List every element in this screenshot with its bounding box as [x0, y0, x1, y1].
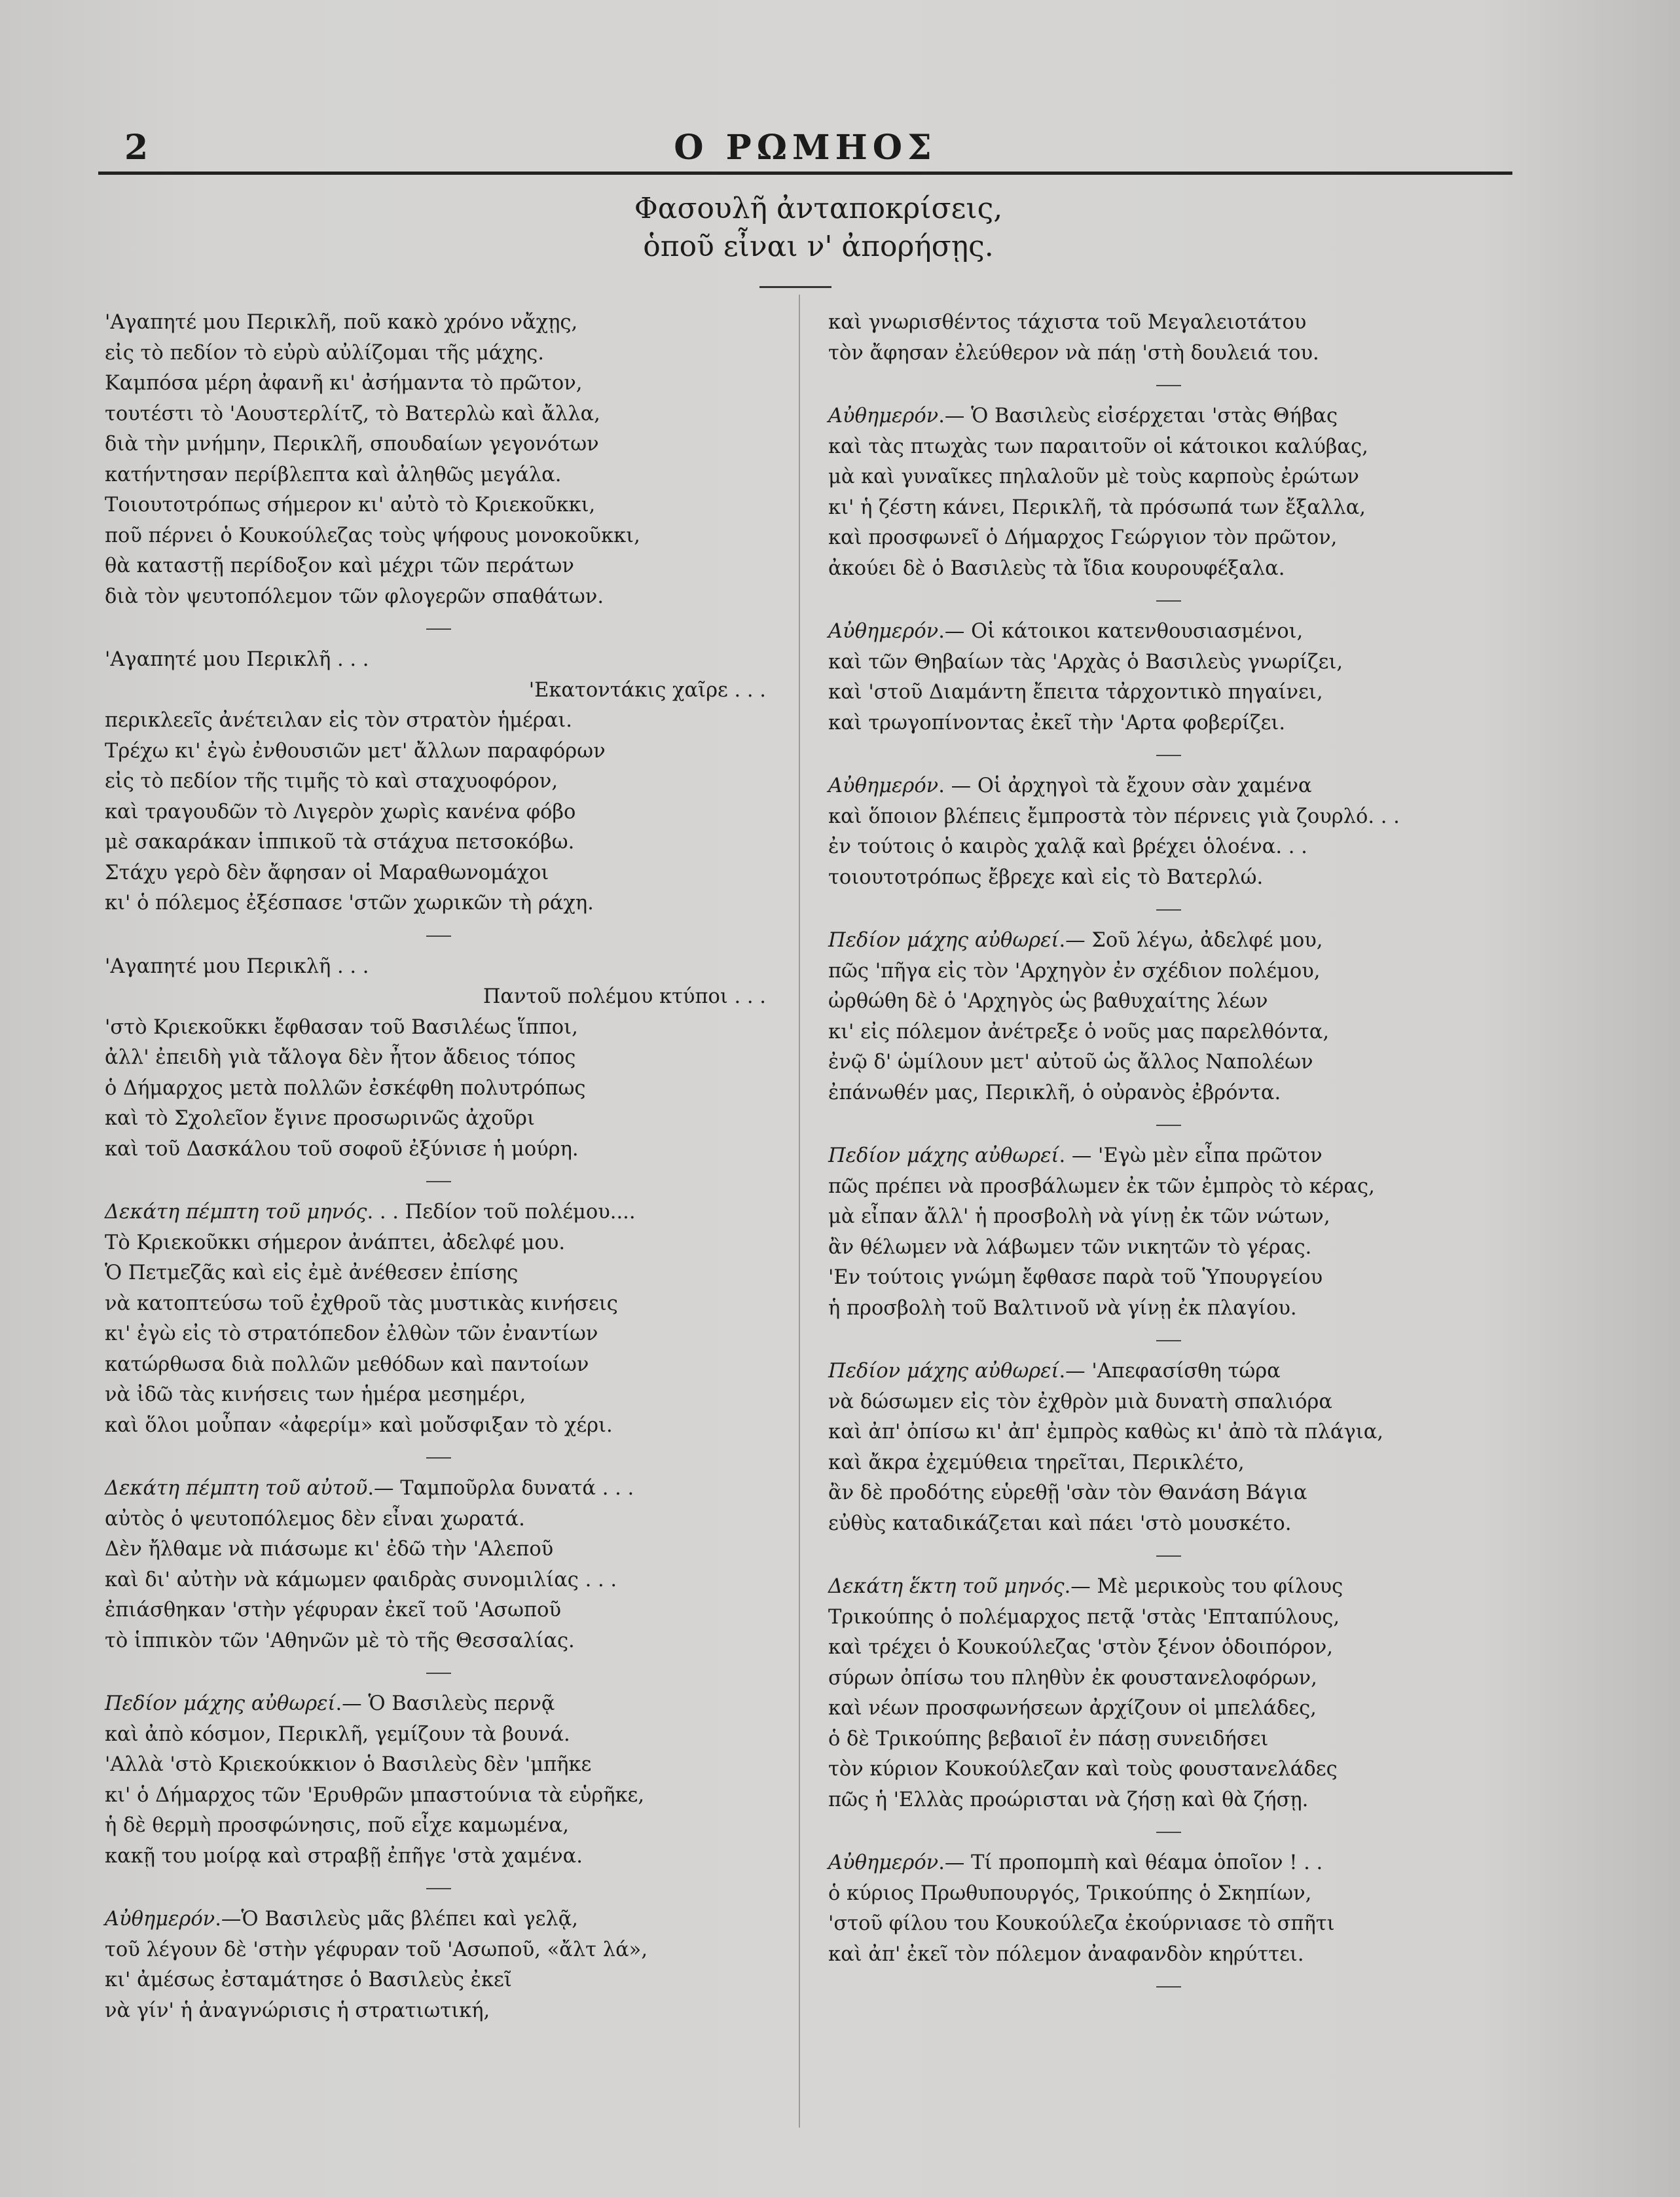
- verse-text: ἐν τούτοις ὁ καιρὸς χαλᾷ καὶ βρέχει ὁλοένα. . .: [828, 835, 1307, 858]
- verse-text: ὁ Δήμαρχος μετὰ πολλῶν ἐσκέφθη πολυτρόπως: [105, 1076, 586, 1100]
- verse-line: [828, 1047, 1509, 1078]
- verse-text: νὰ γίν' ἡ ἀναγνώρισις ἡ στρατιωτική,: [105, 1999, 490, 2022]
- verse-line: [828, 1848, 1509, 1879]
- verse-line: [828, 493, 1509, 524]
- article-title: [393, 190, 1244, 266]
- verse-text: πῶς 'πῆγα εἰς τὸν 'Αρχηγὸν ἐν σχέδιον πολέμου,: [828, 959, 1321, 983]
- verse-text: καὶ τρέχει ὁ Κουκούλεζας 'στὸν ξένον ὁδοιπόρον,: [828, 1636, 1334, 1659]
- verse-text: τοιουτοτρόπως ἔβρεχε καὶ εἰς τὸ Βατερλώ.: [828, 865, 1264, 889]
- verse-line: [105, 797, 773, 828]
- verse-text: νὰ ἰδῶ τὰς κινήσεις των ἡμέρα μεσημέρι,: [105, 1383, 526, 1406]
- stanza-divider: [828, 369, 1509, 401]
- stanza-divider: [828, 1815, 1509, 1848]
- stanza-divider: [828, 893, 1509, 926]
- verse-line: [105, 1135, 773, 1165]
- verse-line: [828, 1141, 1509, 1172]
- masthead-title: Ο ΡΩΜΗΟΣ: [674, 128, 937, 168]
- verse-text: νὰ δώσωμεν εἰς τὸν ἐχθρὸν μιὰ δυνατὴ σπαλιόρα: [828, 1390, 1332, 1413]
- verse-line: [105, 551, 773, 582]
- verse-line: [828, 1356, 1509, 1387]
- verse-text: ἂν θέλωμεν νὰ λάβωμεν τῶν νικητῶν τὸ γέρας.: [828, 1235, 1312, 1259]
- verse-text: καὶ 'στοῦ Διαμάντη ἔπειτα τἀρχοντικὸ πηγαίνει,: [828, 681, 1323, 704]
- verse-text: καὶ ἀπ' ἐκεῖ τὸν πόλεμον ἀναφανδὸν κηρύττει.: [828, 1942, 1304, 1966]
- verse-text: κατήντησαν περίβλεπτα καὶ ἀληθῶς μεγάλα.: [105, 463, 562, 486]
- verse-line: [828, 1909, 1509, 1940]
- column-divider: [799, 295, 800, 2128]
- verse-text: ἐνῷ δ' ὡμίλουν μετ' αὐτοῦ ὡς ἄλλος Ναπολέων: [828, 1051, 1313, 1074]
- verse-line: [105, 1474, 773, 1504]
- verse-line: [828, 708, 1509, 739]
- verse-text: ἀκούει δὲ ὁ Βασιλεὺς τὰ ἴδια κουρουφέξαλα.: [828, 556, 1285, 580]
- verse-line: [828, 308, 1509, 338]
- verse-text: τουτέστι τὸ 'Αουστερλίτζ, τὸ Βατερλὼ καὶ ἄλλα,: [105, 402, 600, 426]
- verse-text: αὐτὸς ὁ ψευτοπόλεμος δὲν εἶναι χωρατά.: [105, 1507, 525, 1531]
- verse-text: .—Ὁ Βασιλεὺς μᾶς βλέπει καὶ γελᾷ,: [215, 1908, 578, 1931]
- stanza-divider-dash: [1156, 1555, 1181, 1557]
- verse-line: [105, 1811, 773, 1842]
- verse-line: [105, 1689, 773, 1720]
- stanza-divider: [828, 1539, 1509, 1572]
- verse-line: [828, 647, 1509, 678]
- verse-line: [828, 863, 1509, 894]
- dateline: Δεκάτη πέμπτη τοῦ αὐτοῦ: [105, 1477, 368, 1500]
- verse-text: πῶς ἡ 'Ελλὰς προώρισται νὰ ζήσῃ καὶ θὰ ζήσῃ.: [828, 1788, 1309, 1811]
- verse-line: [828, 1294, 1509, 1324]
- verse-text: καὶ τραγουδῶν τὸ Λιγερὸν χωρὶς κανένα φόβο: [105, 800, 576, 824]
- verse-text: ἂν δὲ προδότης εὑρεθῇ 'σὰν τὸν Θανάση Βάγια: [828, 1481, 1307, 1504]
- verse-line: [105, 1750, 773, 1781]
- verse-text: 'Αγαπητέ μου Περικλῆ . . .: [105, 954, 369, 978]
- stanza-divider-dash: [426, 1673, 451, 1674]
- verse-text: ἡ προσβολὴ τοῦ Βαλτινοῦ νὰ γίνῃ ἐκ πλαγίου.: [828, 1296, 1297, 1320]
- verse-line: [105, 982, 773, 1013]
- verse-text: πῶς πρέπει νὰ προσβάλωμεν ἐκ τῶν ἐμπρὸς τὸ κέρας,: [828, 1174, 1375, 1198]
- verse-line: [828, 401, 1509, 432]
- stanza-divider-dash: [426, 1181, 451, 1182]
- verse-line: [105, 1197, 773, 1228]
- verse-line: [828, 1478, 1509, 1509]
- article-title-line: ὁποῦ εἶναι ν' ἀπορήσῃς.: [643, 230, 994, 263]
- verse-text: διὰ τὸν ψευτοπόλεμον τῶν φλογερῶν σπαθάτων.: [105, 585, 604, 608]
- verse-text: καὶ τρωγοπίνοντας ἐκεῖ τὴν 'Αρτα φοβερίζει.: [828, 711, 1286, 735]
- verse-text: διὰ τὴν μνήμην, Περικλῆ, σπουδαίων γεγονότων: [105, 433, 599, 456]
- verse-text: .— Ὁ Βασιλεὺς περνᾷ: [335, 1692, 555, 1715]
- verse-text: κι' ὁ Δήμαρχος τῶν 'Ερυθρῶν μπαστούνια τὰ εὑρῆκε,: [105, 1783, 645, 1807]
- verse-text: .— 'Απεφασίσθη τώρα: [1059, 1360, 1281, 1383]
- verse-line: [105, 1965, 773, 1996]
- verse-text: ὁ κύριος Πρωθυπουργός, Τρικούπης ὁ Σκηπίων,: [828, 1881, 1312, 1905]
- verse-text: εἰς τὸ πεδίον τῆς τιμῆς τὸ καὶ σταχυοφόρον,: [105, 770, 558, 793]
- stanza-divider-dash: [1156, 1832, 1181, 1833]
- verse-line: [828, 1172, 1509, 1203]
- verse-line: [828, 1448, 1509, 1479]
- verse-line: [105, 308, 773, 338]
- verse-line: [828, 1202, 1509, 1233]
- verse-text: 'στοῦ φίλου του Κουκούλεζα ἐκούρνιασε τὸ σπῆτι: [828, 1912, 1335, 1935]
- verse-text: τοῦ λέγουν δὲ 'στὴν γέφυραν τοῦ 'Ασωποῦ, «ἄλτ λά»,: [105, 1938, 648, 1961]
- stanza-divider: [828, 738, 1509, 771]
- verse-text: ποῦ πέρνει ὁ Κουκούλεζας τοὺς ψήφους μονοκοῦκκι,: [105, 524, 640, 547]
- verse-text: εὐθὺς καταδικάζεται καὶ πάει 'στὸ μουσκέτο.: [828, 1512, 1292, 1535]
- verse-text: κι' ἐγὼ εἰς τὸ στρατόπεδον ἐλθὼν τῶν ἐναντίων: [105, 1322, 598, 1345]
- verse-line: [828, 1509, 1509, 1540]
- stanza-divider-dash: [1156, 909, 1181, 911]
- stanza-divider: [828, 1324, 1509, 1356]
- verse-line: [105, 338, 773, 369]
- stanza-divider-dash: [1156, 1986, 1181, 1988]
- verse-line: [828, 987, 1509, 1017]
- verse-text: ἐπάνωθέν μας, Περικλῆ, ὁ οὐρανὸς ἐβρόντα.: [828, 1081, 1281, 1104]
- verse-text: τὸν κύριον Κουκούλεζαν καὶ τοὺς φουστανελάδες: [828, 1758, 1338, 1781]
- verse-line: [105, 582, 773, 613]
- verse-line: [105, 1043, 773, 1074]
- verse-text: καὶ τοῦ Δασκάλου τοῦ σοφοῦ ἐξύνισε ἡ μούρη.: [105, 1137, 579, 1161]
- verse-line: [828, 1694, 1509, 1724]
- verse-line: [828, 1603, 1509, 1633]
- header-rule: [98, 172, 1512, 175]
- verse-text: καὶ γνωρισθέντος τάχιστα τοῦ Μεγαλειοτάτου: [828, 311, 1307, 334]
- verse-text: Δὲν ἤλθαμε νὰ πιάσωμε κι' ἐδῶ τὴν 'Αλεποῦ: [105, 1538, 554, 1561]
- verse-line: [105, 1350, 773, 1381]
- verse-text: μὰ εἶπαν ἄλλ' ἡ προσβολὴ νὰ γίνῃ ἐκ τῶν νώτων,: [828, 1205, 1330, 1228]
- verse-line: [105, 767, 773, 797]
- verse-text: εἰς τὸ πεδίον τὸ εὐρὺ αὐλίζομαι τῆς μάχης.: [105, 341, 544, 365]
- stanza-divider: [105, 1165, 773, 1197]
- verse-line: [828, 432, 1509, 463]
- verse-text: κατώρθωσα διὰ πολλῶν μεθόδων καὶ παντοίων: [105, 1353, 589, 1376]
- verse-text: Καμπόσα μέρη ἀφανῆ κι' ἀσήμαντα τὸ πρῶτον,: [105, 372, 583, 395]
- verse-line: [105, 429, 773, 460]
- verse-line: [828, 1724, 1509, 1755]
- stanza-divider: [828, 1108, 1509, 1141]
- stanza-divider: [105, 1656, 773, 1689]
- verse-text: Τρικούπης ὁ πολέμαρχος πετᾷ 'στὰς 'Επταπύλους,: [828, 1605, 1340, 1629]
- verse-text: καὶ δι' αὐτὴν νὰ κάμωμεν φαιδρὰς συνομιλίας . . .: [105, 1568, 617, 1591]
- verse-line: [105, 399, 773, 430]
- stanza-divider: [828, 1970, 1509, 2003]
- verse-line: [828, 802, 1509, 833]
- verse-text: μὲ σακαράκαν ἱππικοῦ τὰ στάχυα πετσοκόβω.: [105, 831, 575, 854]
- verse-text: . . . Πεδίον τοῦ πολέμου....: [367, 1201, 636, 1224]
- verse-line: [105, 1411, 773, 1442]
- verse-line: [105, 1626, 773, 1657]
- stanza-divider-dash: [426, 1888, 451, 1889]
- verse-line: [105, 827, 773, 858]
- verse-text: Παντοῦ πολέμου κτύποι . . .: [483, 985, 766, 1008]
- verse-text: 'Εν τούτοις γνώμη ἔφθασε παρὰ τοῦ Ὑπουργείου: [828, 1266, 1323, 1289]
- verse-text: θὰ καταστῇ περίδοξον καὶ μέχρι τῶν περάτων: [105, 554, 574, 577]
- verse-text: καὶ ἀπ' ὀπίσω κι' ἀπ' ἐμπρὸς καθὼς κι' ἀπὸ τὰ πλάγια,: [828, 1421, 1383, 1443]
- verse-line: [828, 956, 1509, 987]
- title-rule: [759, 286, 831, 288]
- verse-line: [828, 1940, 1509, 1970]
- verse-text: .— Τί προπομπὴ καὶ θέαμα ὁποῖον ! . .: [938, 1851, 1323, 1874]
- dateline: Δεκάτη ἕκτη τοῦ μηνός: [828, 1575, 1065, 1598]
- verse-line: [828, 338, 1509, 369]
- verse-line: [105, 1104, 773, 1135]
- verse-text: κι' ὁ πόλεμος ἐξέσπασε 'στῶν χωρικῶν τὴ ράχη.: [105, 892, 594, 915]
- verse-text: καὶ ὅλοι μοὖπαν «ἀφερίμ» καὶ μοὔσφιξαν τὸ χέρι.: [105, 1413, 613, 1437]
- stanza-divider-dash: [426, 628, 451, 630]
- verse-text: καὶ τῶν Θηβαίων τὰς 'Αρχὰς ὁ Βασιλεὺς γνωρίζει,: [828, 650, 1343, 674]
- verse-text: καὶ τὸ Σχολεῖον ἔγινε προσωρινῶς ἀχοῦρι: [105, 1107, 535, 1130]
- dateline: Αὐθημερόν: [828, 405, 939, 427]
- verse-line: [105, 1289, 773, 1320]
- verse-text: .— Μὲ μερικοὺς του φίλους: [1064, 1575, 1343, 1598]
- verse-text: 'Αλλὰ 'στὸ Κριεκούκκιον ὁ Βασιλεὺς δὲν 'μπῆκε: [105, 1753, 592, 1776]
- verse-line: [105, 1935, 773, 1966]
- verse-line: [105, 369, 773, 399]
- dateline: Δεκάτη πέμπτη τοῦ μηνός: [105, 1201, 367, 1224]
- verse-line: [828, 1879, 1509, 1910]
- dateline: Πεδίον μάχης αὐθωρεί: [828, 1144, 1059, 1167]
- verse-line: [105, 888, 773, 919]
- verse-line: [828, 678, 1509, 708]
- stanza-divider: [105, 1441, 773, 1474]
- verse-line: [828, 1754, 1509, 1785]
- verse-text: καὶ ἀπὸ κόσμον, Περικλῆ, γεμίζουν τὰ βουνά.: [105, 1722, 570, 1746]
- verse-text: κι' ἀμέσως ἐσταμάτησε ὁ Βασιλεὺς ἐκεῖ: [105, 1969, 512, 1991]
- verse-text: καὶ προσφωνεῖ ὁ Δήμαρχος Γεώργιον τὸν πρῶτον,: [828, 526, 1338, 549]
- left-column: [105, 308, 773, 2026]
- stanza-divider-dash: [1156, 1125, 1181, 1126]
- verse-text: καὶ νέων προσφωνήσεων ἀρχίζουν οἱ μπελάδες,: [828, 1697, 1317, 1720]
- verse-text: ὁ δὲ Τρικούπης βεβαιοῖ ἐν πάσῃ συνειδήσει: [828, 1727, 1269, 1751]
- verse-text: 'Αγαπητέ μου Περικλῆ, ποῦ κακὸ χρόνο νἄχῃς,: [105, 311, 578, 334]
- verse-line: [105, 521, 773, 552]
- verse-text: . — 'Εγὼ μὲν εἶπα πρῶτον: [1059, 1144, 1323, 1167]
- verse-line: [105, 952, 773, 983]
- verse-line: [105, 1720, 773, 1751]
- verse-line: [828, 554, 1509, 585]
- verse-line: [105, 1904, 773, 1935]
- dateline: Αὐθημερόν: [828, 774, 939, 797]
- verse-line: [828, 1017, 1509, 1048]
- verse-line: [105, 858, 773, 889]
- verse-text: περικλεεῖς ἀνέτειλαν εἰς τὸν στρατὸν ἡμέραι.: [105, 709, 572, 732]
- right-column: [828, 308, 1509, 2003]
- verse-line: [105, 1504, 773, 1535]
- verse-line: [828, 832, 1509, 863]
- verse-text: 'στὸ Κριεκοῦκκι ἔφθασαν τοῦ Βασιλέως ἵπποι,: [105, 1015, 578, 1039]
- verse-line: [828, 1417, 1509, 1448]
- stanza-divider: [828, 584, 1509, 617]
- verse-line: [105, 1534, 773, 1565]
- verse-line: [105, 736, 773, 767]
- dateline: Πεδίον μάχης αὐθωρεί: [828, 929, 1059, 952]
- stanza-divider-dash: [1156, 385, 1181, 386]
- verse-line: [105, 1996, 773, 2027]
- verse-line: [105, 676, 773, 706]
- verse-line: [105, 1074, 773, 1104]
- verse-text: Στάχυ γερὸ δὲν ἄφησαν οἱ Μαραθωνομάχοι: [105, 861, 549, 884]
- verse-text: σύρων ὀπίσω του πληθὺν ἐκ φουστανελοφόρων,: [828, 1666, 1317, 1690]
- verse-text: καὶ τὰς πτωχὰς των παραιτοῦν οἱ κάτοικοι καλύβας,: [828, 435, 1368, 458]
- verse-text: .— Ὁ Βασιλεὺς εἰσέρχεται 'στὰς Θήβας: [938, 405, 1338, 427]
- dateline: Αὐθημερόν: [105, 1908, 215, 1931]
- verse-line: [828, 1633, 1509, 1663]
- verse-line: [828, 1572, 1509, 1603]
- verse-line: [828, 926, 1509, 956]
- verse-line: [828, 1785, 1509, 1816]
- verse-line: [828, 1233, 1509, 1263]
- verse-text: . — Οἱ ἀρχηγοὶ τὰ ἔχουν σὰν χαμένα: [938, 774, 1312, 797]
- verse-text: κι' ἡ ζέστη κάνει, Περικλῆ, τὰ πρόσωπά των ἔξαλλα,: [828, 496, 1366, 519]
- verse-line: [105, 1319, 773, 1350]
- verse-line: [828, 462, 1509, 493]
- stanza-divider-dash: [1156, 1340, 1181, 1341]
- verse-text: καὶ ἄκρα ἐχεμύθεια τηρεῖται, Περικλέτο,: [828, 1451, 1245, 1474]
- verse-line: [828, 1663, 1509, 1694]
- verse-line: [828, 1078, 1509, 1109]
- verse-line: [105, 1228, 773, 1259]
- verse-line: [105, 1595, 773, 1626]
- stanza-divider-dash: [1156, 755, 1181, 756]
- verse-line: [105, 1842, 773, 1872]
- verse-text: Ὁ Πετμεζᾶς καὶ εἰς ἐμὲ ἀνέθεσεν ἐπίσης: [105, 1262, 519, 1284]
- verse-line: [828, 523, 1509, 554]
- verse-line: [828, 1263, 1509, 1294]
- verse-text: κακῇ του μοίρᾳ καὶ στραβῇ ἐπῆγε 'στὰ χαμένα.: [105, 1844, 583, 1868]
- verse-text: τὸ ἱππικὸν τῶν 'Αθηνῶν μὲ τὸ τῆς Θεσσαλίας.: [105, 1629, 575, 1652]
- verse-text: .— Ταμποῦρλα δυνατά . . .: [367, 1477, 634, 1500]
- verse-line: [105, 706, 773, 736]
- stanza-divider-dash: [1156, 600, 1181, 602]
- verse-line: [105, 1258, 773, 1289]
- verse-line: [828, 1387, 1509, 1418]
- verse-text: Τὸ Κριεκοῦκκι σήμερον ἀνάπτει, ἀδελφέ μου.: [105, 1231, 566, 1254]
- stanza-divider: [105, 919, 773, 952]
- verse-text: καὶ ὅποιον βλέπεις ἔμπροστὰ τὸν πέρνεις γιὰ ζουρλό. . .: [828, 805, 1400, 828]
- stanza-divider: [105, 1872, 773, 1904]
- verse-text: Τρέχω κι' ἐγὼ ἐνθουσιῶν μετ' ἄλλων παραφόρων: [105, 739, 606, 763]
- verse-text: 'Εκατοντάκις χαῖρε . . .: [528, 678, 766, 702]
- dateline: Πεδίον μάχης αὐθωρεί: [828, 1360, 1059, 1383]
- verse-line: [828, 617, 1509, 647]
- verse-text: ἡ δὲ θερμὴ προσφώνησις, ποῦ εἶχε καμωμένα,: [105, 1814, 569, 1837]
- page-number: 2: [124, 128, 149, 168]
- verse-text: νὰ κατοπτεύσω τοῦ ἐχθροῦ τὰς μυστικὰς κινήσεις: [105, 1292, 618, 1315]
- verse-text: μὰ καὶ γυναῖκες πηλαλοῦν μὲ τοὺς καρποὺς ἐρώτων: [828, 465, 1359, 488]
- dateline: Πεδίον μάχης αὐθωρεί: [105, 1692, 336, 1715]
- verse-text: .— Οἱ κάτοικοι κατενθουσιασμένοι,: [938, 620, 1304, 643]
- verse-text: Τοιουτοτρόπως σήμερον κι' αὐτὸ τὸ Κριεκοῦκκι,: [105, 494, 596, 517]
- stanza-divider: [105, 612, 773, 645]
- stanza-divider-dash: [426, 935, 451, 937]
- verse-text: κι' εἰς πόλεμον ἀνέτρεξε ὁ νοῦς μας παρελθόντα,: [828, 1020, 1330, 1044]
- verse-line: [105, 1781, 773, 1811]
- verse-line: [105, 460, 773, 491]
- verse-text: .— Σοῦ λέγω, ἀδελφέ μου,: [1059, 929, 1323, 952]
- verse-line: [105, 645, 773, 676]
- verse-text: ἐπιάσθηκαν 'στὴν γέφυραν ἐκεῖ τοῦ 'Ασωποῦ: [105, 1599, 562, 1622]
- verse-line: [105, 490, 773, 521]
- article-title-line: Φασουλῆ ἀνταποκρίσεις,: [634, 192, 1003, 225]
- stanza-divider-dash: [426, 1457, 451, 1459]
- dateline: Αὐθημερόν: [828, 620, 939, 643]
- dateline: Αὐθημερόν: [828, 1851, 939, 1874]
- verse-text: τὸν ἄφησαν ἐλεύθερον νὰ πάῃ 'στὴ δουλειά του.: [828, 341, 1319, 365]
- verse-text: ὠρθώθη δὲ ὁ 'Αρχηγὸς ὡς βαθυχαίτης λέων: [828, 990, 1268, 1013]
- verse-line: [105, 1565, 773, 1596]
- verse-text: ἀλλ' ἐπειδὴ γιὰ τἄλογα δὲν ἦτον ἄδειος τόπος: [105, 1046, 576, 1069]
- verse-line: [828, 771, 1509, 802]
- verse-text: 'Αγαπητέ μου Περικλῆ . . .: [105, 648, 369, 671]
- verse-line: [105, 1013, 773, 1044]
- verse-line: [105, 1380, 773, 1411]
